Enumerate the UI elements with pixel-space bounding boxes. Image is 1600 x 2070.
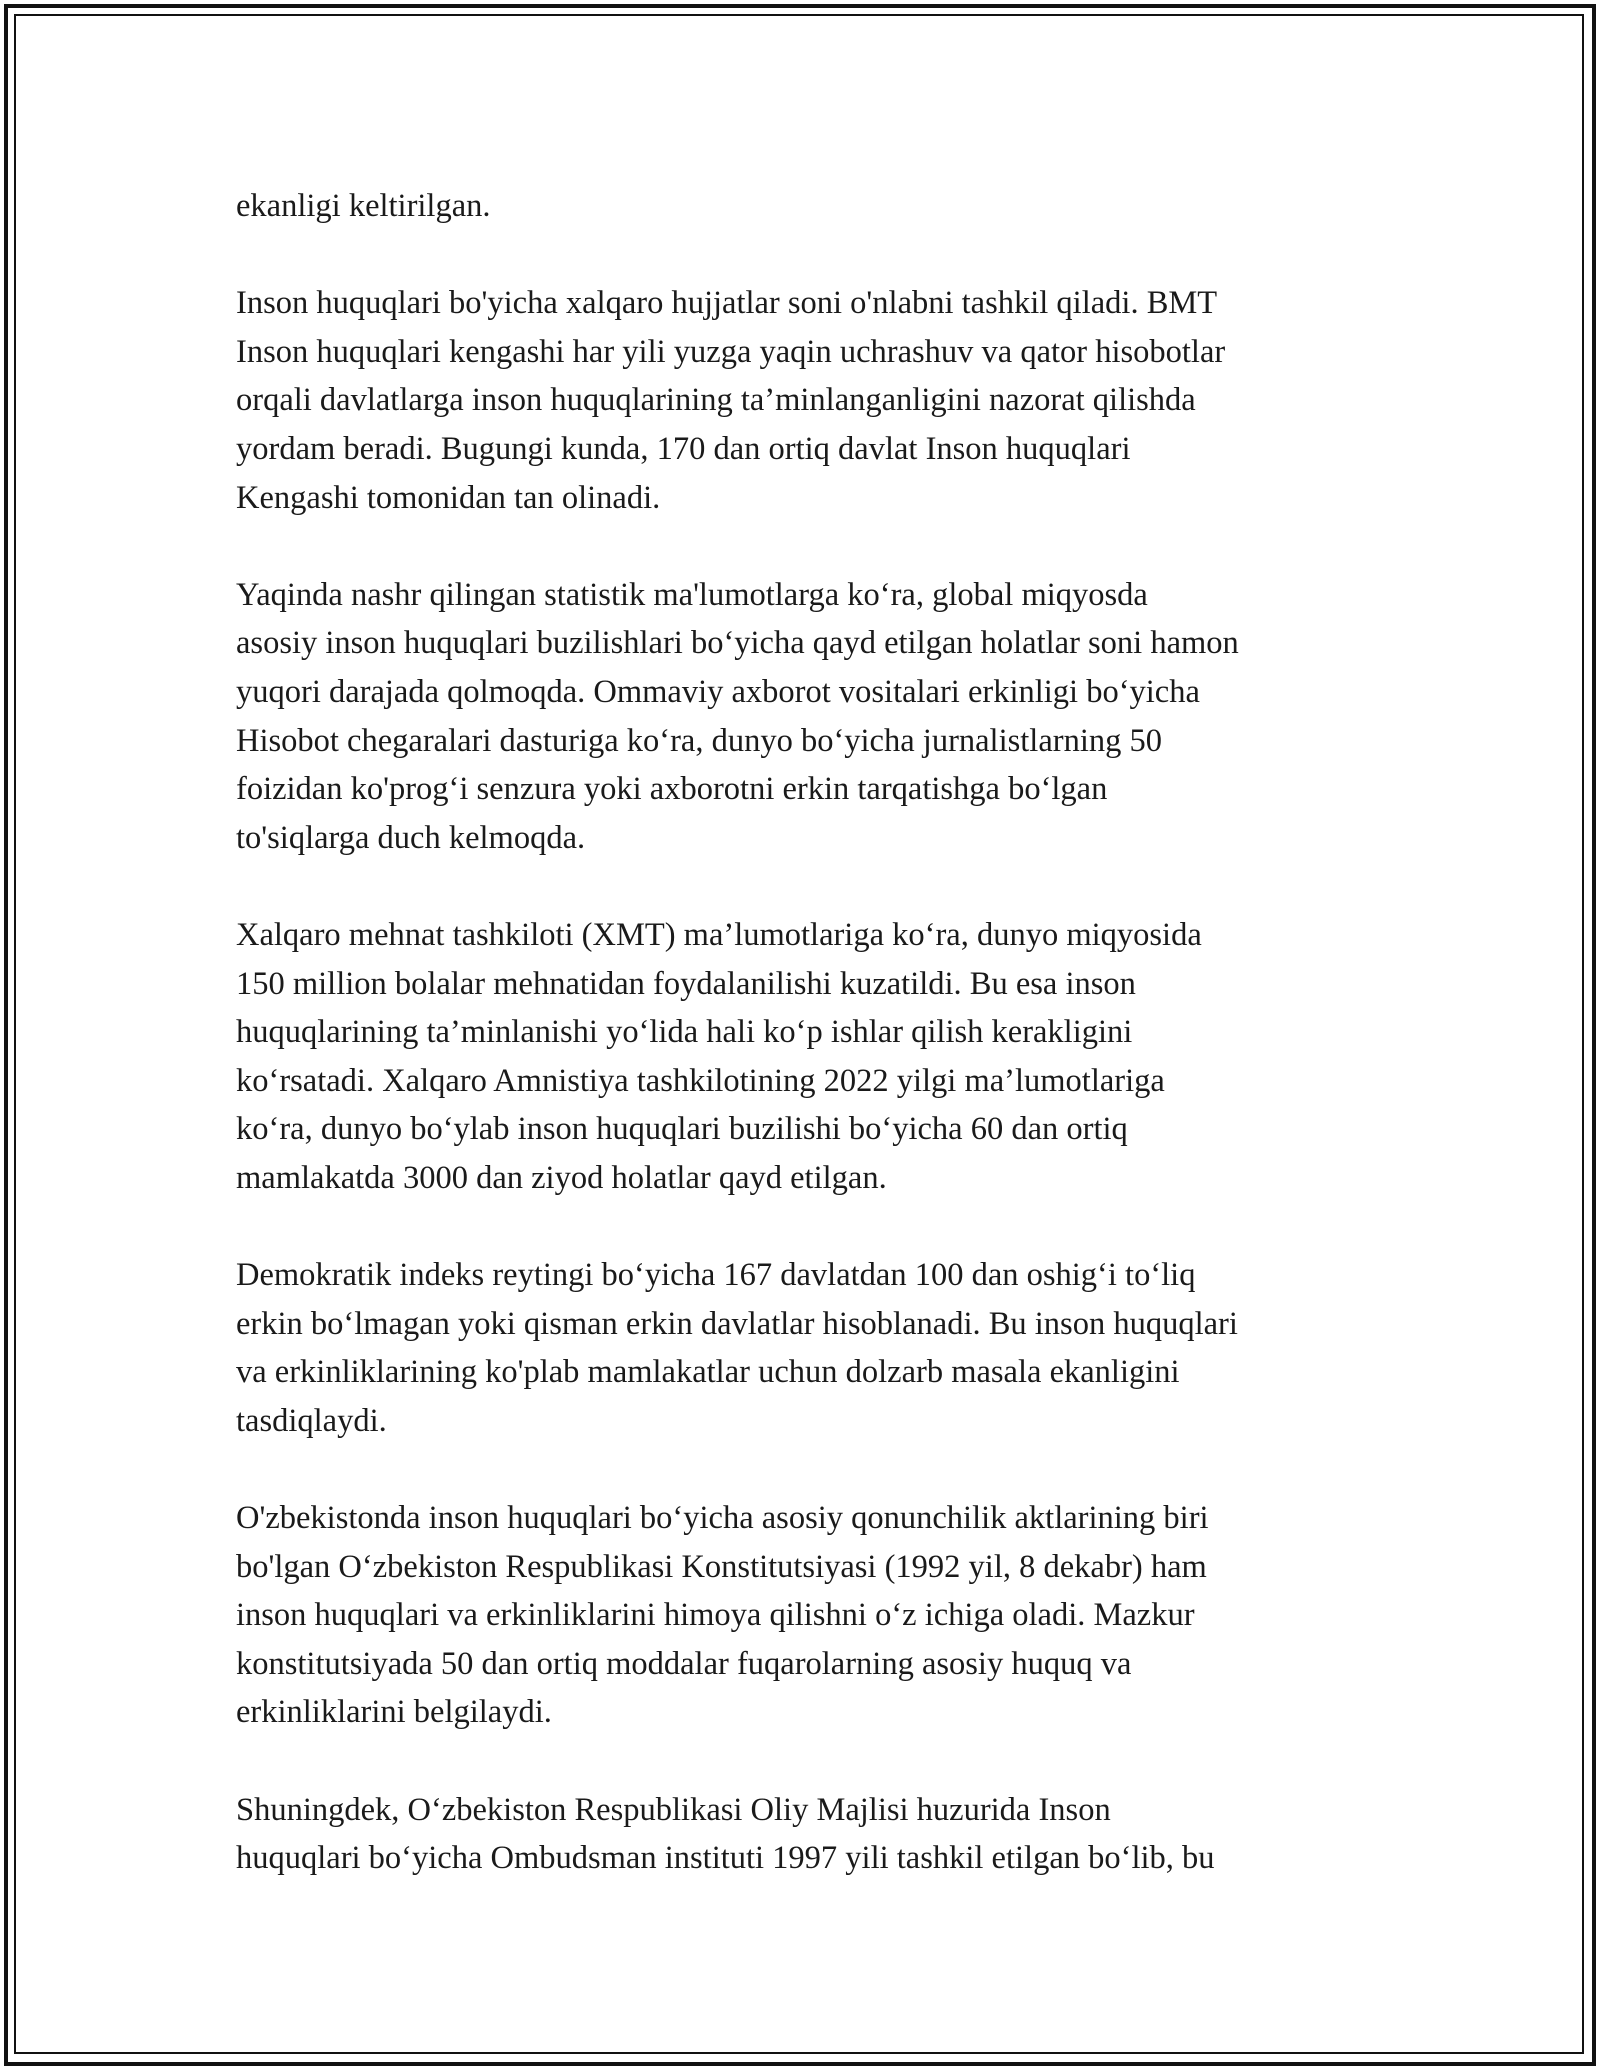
- text-line: Inson huquqlari bo'yicha xalqaro hujjatlar soni o'nlabni tashkil qiladi. BMT: [236, 285, 1218, 322]
- text-line: erkin bo‘lmagan yoki qisman erkin davlatlar hisoblanadi. Bu inson huquqlari: [236, 1305, 1238, 1342]
- text-line: Yaqinda nashr qilingan statistik ma'lumotlarga ko‘ra, global miqyosda: [236, 576, 1148, 613]
- paragraph-5: [236, 1251, 1376, 1445]
- text-line: konstitutsiyada 50 dan ortiq moddalar fuqarolarning asosiy huquq va: [236, 1645, 1132, 1682]
- text-line: mamlakatda 3000 dan ziyod holatlar qayd etilgan.: [236, 1159, 887, 1196]
- paragraph-4: [236, 911, 1376, 1203]
- text-line: inson huquqlari va erkinliklarini himoya qilishni o‘z ichiga oladi. Mazkur: [236, 1597, 1195, 1634]
- document-body: [236, 182, 1376, 1931]
- paragraph-3: [236, 571, 1376, 863]
- text-line: erkinliklarini belgilaydi.: [236, 1694, 552, 1731]
- text-line: Demokratik indeks reytingi bo‘yicha 167 davlatdan 100 dan oshig‘i to‘liq: [236, 1257, 1196, 1294]
- text-line: foizidan ko'prog‘i senzura yoki axborotni erkin tarqatishga bo‘lgan: [236, 771, 1108, 808]
- text-line: huquqlarining ta’minlanishi yo‘lida hali ko‘p ishlar qilish kerakligini: [236, 1014, 1133, 1051]
- text-line: Xalqaro mehnat tashkiloti (XMT) ma’lumotlariga ko‘ra, dunyo miqyosida: [236, 916, 1202, 953]
- text-line: Hisobot chegaralari dasturiga ko‘ra, dunyo bo‘yicha jurnalistlarning 50: [236, 722, 1162, 759]
- text-line: yuqori darajada qolmoqda. Ommaviy axborot vositalari erkinligi bo‘yicha: [236, 673, 1200, 710]
- text-line: ko‘rsatadi. Xalqaro Amnistiya tashkilotining 2022 yilgi ma’lumotlariga: [236, 1062, 1165, 1099]
- text-line: bo'lgan O‘zbekiston Respublikasi Konstitutsiyasi (1992 yil, 8 dekabr) ham: [236, 1548, 1207, 1585]
- text-line: tasdiqlaydi.: [236, 1402, 387, 1439]
- text-line: ko‘ra, dunyo bo‘ylab inson huquqlari buzilishi bo‘yicha 60 dan ortiq: [236, 1111, 1128, 1148]
- text-line: asosiy inson huquqlari buzilishlari bo‘yicha qayd etilgan holatlar soni hamon: [236, 625, 1239, 662]
- paragraph-6: [236, 1494, 1376, 1737]
- text-line: ekanligi keltirilgan.: [236, 188, 491, 224]
- text-line: yordam beradi. Bugungi kunda, 170 dan ortiq davlat Inson huquqlari: [236, 430, 1131, 467]
- paragraph-2: [236, 279, 1376, 522]
- text-line: Kengashi tomonidan tan olinadi.: [236, 479, 661, 516]
- text-line: 150 million bolalar mehnatidan foydalanilishi kuzatildi. Bu esa inson: [236, 965, 1136, 1002]
- paragraph-7: [236, 1786, 1376, 1883]
- text-line: Inson huquqlari kengashi har yili yuzga yaqin uchrashuv va qator hisobotlar: [236, 333, 1226, 370]
- text-line: huquqlari bo‘yicha Ombudsman instituti 1997 yili tashkil etilgan bo‘lib, bu: [236, 1840, 1215, 1877]
- text-line: to'siqlarga duch kelmoqda.: [236, 819, 586, 856]
- paragraph-1: [236, 182, 1376, 231]
- text-line: va erkinliklarining ko'plab mamlakatlar uchun dolzarb masala ekanligini: [236, 1354, 1180, 1391]
- text-line: Shuningdek, O‘zbekiston Respublikasi Oliy Majlisi huzurida Inson: [236, 1791, 1111, 1828]
- text-line: O'zbekistonda inson huquqlari bo‘yicha asosiy qonunchilik aktlarining biri: [236, 1500, 1209, 1537]
- text-line: orqali davlatlarga inson huquqlarining ta’minlanganligini nazorat qilishda: [236, 382, 1196, 419]
